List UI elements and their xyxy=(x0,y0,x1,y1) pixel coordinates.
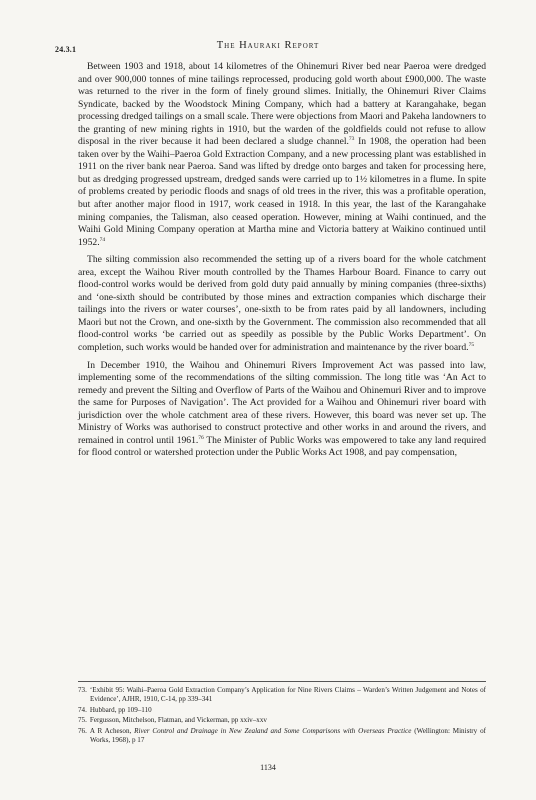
paragraph-2-text: The silting commission also recommended the setting up of a rivers board for the whole catchment area, except the Waihou River mouth controlled by the Thames Harbour Board. Finance to carry out flood-control works would be derived from gold duty paid annually by mining companies (three-sixths) and ‘one-sixth should be contributed by those mines and extraction companies which discharge their tailings into the rivers or water courses’, one-sixth to be from rates paid by all landowners, including Maori but not the Crown, and one-sixth by the Government. The commission also recommended that all flood-control works ‘be carried out as speedily as possible by the Public Works Department’. On completion, such works would be handed over for administration and maintenance by the river board. xyxy=(78,254,486,354)
footnote-number: 76. xyxy=(78,726,87,735)
footnote-75 xyxy=(78,716,486,725)
footnote-text: ‘Exhibit 95: Waihi–Paeroa Gold Extraction Company’s Application for Nine Rivers Claims – Warden’s Written Judgement and Notes of Evidence’, AJHR, 1910, C-14, pp 339–341 xyxy=(89,686,486,704)
footnote-ref-76: 76 xyxy=(198,434,204,441)
footnote-text: A R Acheson, xyxy=(89,726,135,735)
paragraph-3 xyxy=(78,360,486,460)
footnote-ref-73: 73 xyxy=(348,136,355,143)
paragraph-1-text-a: Between 1903 and 1918, about 14 kilometres of the Ohinemuri River bed near Paeroa were dredged and over 900,000 tonnes of mine tailings reprocessed, producing gold worth about £900,000. The waste was returned to the river in the form of finely ground slimes. Initially, the Ohinemuri River Claims Syndicate, backed by the Woodstock Mining Company, which had a battery at Karangahake, began processing dredged tailings on a small scale. There were objections from Maori and Pakeha landowners to the granting of new mining rights in 1910, but the warden of the goldfields could not refuse to allow disposal in the river because it had been declared a sludge channel. xyxy=(78,61,486,148)
footnote-74 xyxy=(78,706,486,715)
page-number: 1134 xyxy=(260,763,276,772)
footnote-text: (Wellington: Ministry of Works, 1968), p 17 xyxy=(90,726,486,745)
paragraph-1 xyxy=(78,61,486,249)
footnotes xyxy=(78,686,486,746)
footnote-text: Hubbard, pp 109–110 xyxy=(89,705,152,714)
paragraph-3-text-a: In December 1910, the Waihou and Ohinemuri Rivers Improvement Act was passed into law, implementing some of the recommendations of the silting commission. The long title was ‘An Act to remedy and prevent the Silting and Overflow of Parts of the Waihou and Ohinemuri River and to improve the same for Purposes of Navigation’. The Act provided for a Waihou and Ohinemuri river board with jurisdiction over the whole catchment area of these rivers. However, this board was never set up. The Ministry of Works was authorised to construct protective and other works in and around the rivers, and remained in control until 1961. xyxy=(78,359,486,446)
footnote-text: Fergusson, Mitchelson, Flatman, and Vickerman, pp xxiv–xxv xyxy=(89,716,267,725)
footnote-76 xyxy=(78,727,486,746)
paragraph-3-text-b: The Minister of Public Works was empowered to take any land required for flood control or watershed protection under the Public Works Act 1908, and pay compensation, xyxy=(78,434,486,459)
paragraph-1-text-b: In 1908, the operation had been taken over by the Waihi–Paeroa Gold Extraction Company, and a new processing plant was established in 1911 on the river bank near Paeroa. Sand was lifted by dredge onto barges and taken for processing here, but as dredging progressed upstream, dredged sands were carried up to 1½ kilometres in a flume. In spite of problems created by periodic floods and snags of old trees in the river, this was a profitable operation, but after another major flood in 1917, work ceased in 1918. In this year, the last of the Karangahake mining companies, the Talisman, also ceased operation. However, mining at Waihi continued, and the Waihi Gold Mining Company operation at Martha mine and Victoria battery at Waikino continued until 1952. xyxy=(78,136,487,248)
paragraph-2 xyxy=(78,254,486,354)
footnote-book-title: River Control and Drainage in New Zealand and Some Comparisons with Overseas Practice xyxy=(134,726,412,735)
running-head: The Hauraki Report xyxy=(216,40,320,51)
footnote-divider xyxy=(78,681,486,682)
body-text xyxy=(78,61,486,465)
section-number: 24.3.1 xyxy=(55,45,77,54)
footnote-number: 73. xyxy=(78,686,87,694)
footnote-ref-74: 74 xyxy=(99,236,106,243)
footnote-number: 74. xyxy=(78,705,87,714)
footnote-number: 75. xyxy=(78,716,87,725)
footnote-73 xyxy=(78,686,486,705)
footnote-ref-75: 75 xyxy=(468,341,475,348)
